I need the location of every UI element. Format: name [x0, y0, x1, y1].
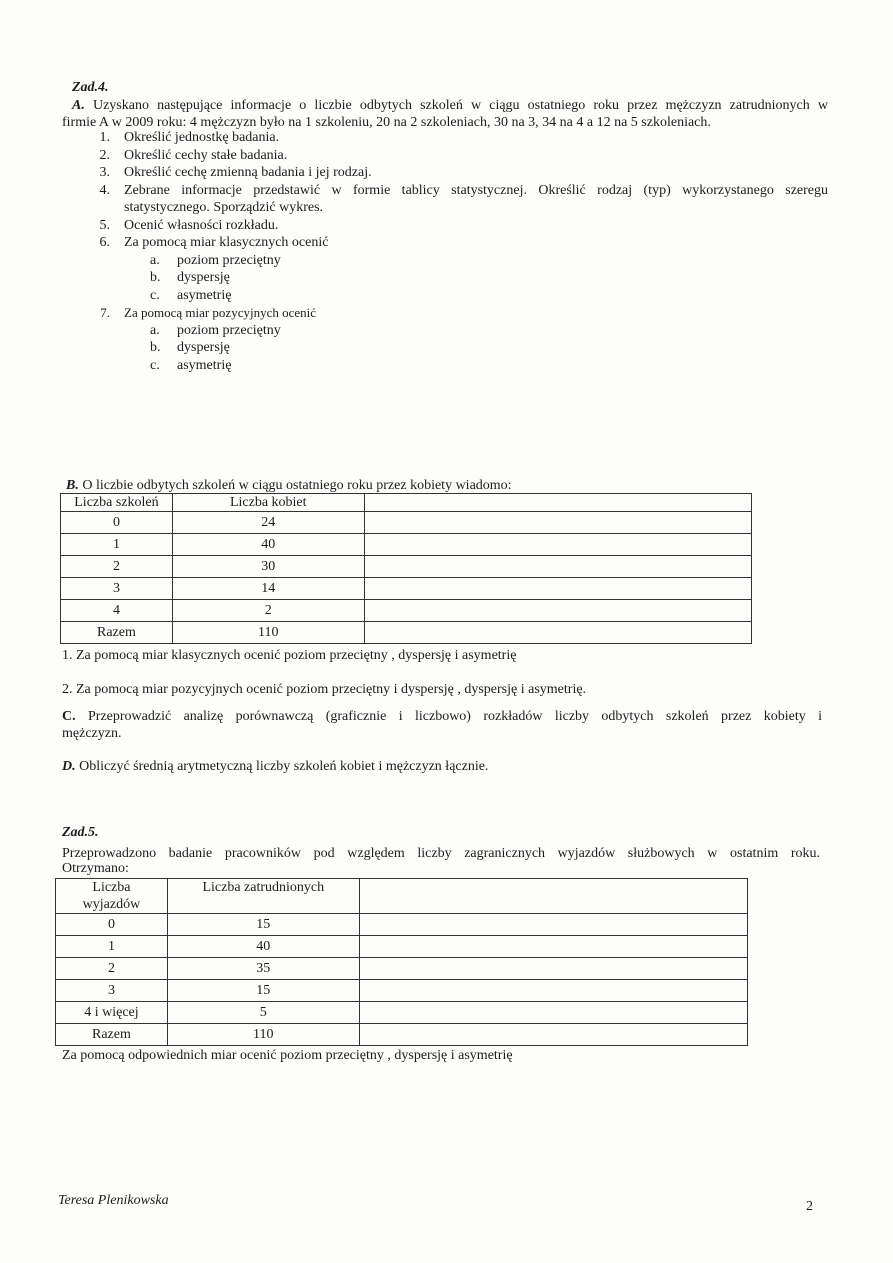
zad5-question: Za pomocą odpowiednich miar ocenić poziom przeciętny , dyspersję i asymetrię: [62, 1048, 513, 1063]
zad4-a-line2: firmie A w 2009 roku: 4 mężczyzn było na 1 szkoleniu, 20 na 2 szkoleniach, 30 na 3, 34 na 4 a 12 na 5 szkoleniach.: [62, 115, 711, 130]
table-header-row: [56, 879, 748, 914]
table-row: 0 24: [61, 512, 752, 534]
task-item: 5. Ocenić własności rozkładu.: [99, 217, 279, 233]
zad4-task-list: [90, 129, 830, 374]
footer-author: Teresa Plenikowska: [58, 1193, 169, 1208]
zad4-b-label: B.: [66, 478, 79, 493]
table-row: 2 30: [61, 556, 752, 578]
zad4-b-question-2: 2. Za pomocą miar pozycyjnych ocenić poziom przeciętny i dyspersję , dyspersję i asymetrię.: [62, 682, 587, 697]
zad5-title: Zad.5.: [62, 825, 99, 840]
table-row: 4 2: [61, 600, 752, 622]
task-item: 2. Określić cechy stałe badania.: [99, 147, 288, 163]
table-total-row: Razem 110: [56, 1024, 748, 1046]
zad4-a-text-1: Uzyskano następujące informacje o liczbie odbytych szkoleń w ciągu ostatniego roku przez mężczyzn zatrudnionych w: [92, 98, 828, 113]
zad4-a-line1: [62, 97, 828, 114]
page-number: 2: [806, 1199, 813, 1214]
zad4-d: [62, 758, 488, 775]
table-row: 3 14: [61, 578, 752, 600]
table-header-cell: Liczba wyjazdów: [56, 879, 168, 914]
task-item-continuation: statystycznego. Sporządzić wykres.: [124, 200, 324, 215]
table-header-cell: Liczba zatrudnionych: [167, 879, 359, 914]
zad4-b-question-1: 1. Za pomocą miar klasycznych ocenić poziom przeciętny , dyspersję i asymetrię: [62, 648, 517, 663]
zad4-c-line1: [62, 708, 822, 725]
zad4-a-label: A.: [72, 98, 85, 113]
task-item: 4. Zebrane informacje przedstawić w formie tablicy statystycznej. Określić rodzaj (typ) wykorzystanego szeregu: [99, 182, 828, 198]
subtask-item: c. asymetrię: [150, 287, 232, 303]
table-row: 1 40: [56, 936, 748, 958]
table-header-cell: Liczba kobiet: [172, 494, 364, 512]
zad4-c-text-1: Przeprowadzić analizę porównawczą (graficznie i liczbowo) rozkładów liczby odbytych szkoleń przez kobiety i: [88, 709, 822, 724]
subtask-item: c. asymetrię: [150, 357, 232, 373]
zad4-c-line2: mężczyzn.: [62, 726, 122, 741]
zad5-text-1: Przeprowadzono badanie pracowników pod względem liczby zagranicznych wyjazdów służbowych w ostatnim roku.: [62, 846, 820, 861]
table-header-row: [61, 494, 752, 512]
subtask-item: b. dyspersję: [150, 340, 230, 355]
zad4-c-label: C.: [62, 709, 76, 724]
table-header-cell: Liczba szkoleń: [61, 494, 173, 512]
table-row: 0 15: [56, 914, 748, 936]
zad4-d-label: D.: [62, 759, 76, 774]
task-item: 3. Określić cechę zmienną badania i jej rodzaj.: [99, 165, 372, 180]
subtask-item: a. poziom przeciętny: [150, 322, 281, 338]
task-item: 7. Za pomocą miar pozycyjnych ocenić: [100, 305, 317, 320]
table-total-row: Razem 110: [61, 622, 752, 644]
table-row: 3 15: [56, 980, 748, 1002]
zad4-d-text: Obliczyć średnią arytmetyczną liczby szkoleń kobiet i mężczyzn łącznie.: [79, 759, 489, 774]
zad5-text-2: Otrzymano:: [62, 861, 129, 876]
table-row: 1 40: [61, 534, 752, 556]
subtask-item: a. poziom przeciętny: [150, 252, 281, 268]
table-zad5: [55, 878, 748, 1046]
zad4-title: Zad.4.: [72, 80, 109, 95]
task-item: 1. Określić jednostkę badania.: [99, 130, 280, 145]
table-row: 2 35: [56, 958, 748, 980]
subtask-item: b. dyspersję: [150, 270, 230, 285]
task-item: 6. Za pomocą miar klasycznych ocenić: [99, 235, 329, 250]
table-b: [60, 493, 752, 644]
table-row: 4 i więcej 5: [56, 1002, 748, 1024]
table-header-cell: [364, 494, 751, 512]
zad4-b-text: O liczbie odbytych szkoleń w ciągu ostatniego roku przez kobiety wiadomo:: [82, 478, 512, 493]
zad4-b-intro: [66, 477, 512, 494]
